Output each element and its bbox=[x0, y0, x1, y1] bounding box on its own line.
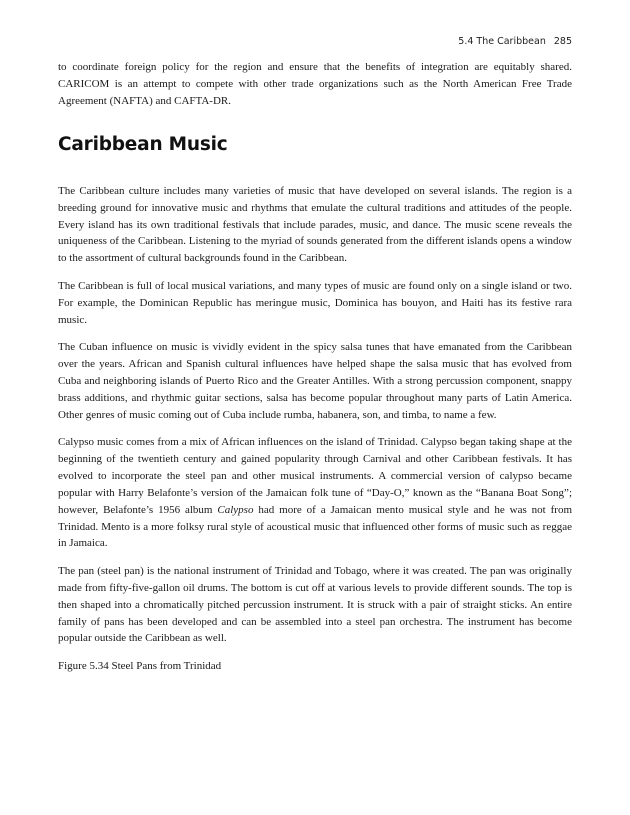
paragraph-culture: The Caribbean culture includes many varieties of music that have developed on several islands. The region is a breeding ground for innovative music and rhythms that emulate the cultural traditions and attitudes of the people. Every island has its own traditional festivals that include parades, music, and dance. The music scene reveals the uniqueness of the Caribbean. Listening to the myriad of sounds generated from the different islands opens a window to the assortment of cultural backgrounds found in the Caribbean. bbox=[58, 184, 572, 265]
album-title-calypso: Calypso bbox=[217, 503, 254, 516]
paragraph-cuban: The Cuban influence on music is vividly evident in the spicy salsa tunes that have emanated from the Caribbean over the years. African and Spanish cultural influences have helped shape the salsa music that has evolved from Cuba and neighboring islands of Puerto Rico and the Greater Antilles. With a strong percussion component, snappy brass additions, and rhythmic guitar sections, salsa has become popular throughout many parts of Latin America. Other genres of music coming out of Cuba include rumba, habanera, son, and timba, to name a few. bbox=[58, 340, 572, 421]
calypso-text-before: Calypso music comes from a mix of African influences on the island of Trinidad. Calypso began taking shape at the beginning of the twentieth century and gained popularity through Carnival and other Caribbean festivals. It has evolved to incorporate the steel pan and other musical instruments. A commercial version of calypso became popular with Harry Belafonte’s version of the Jamaican folk tune of “Day-O,” known as the “Banana Boat Song”; however, Belafonte’s 1956 album bbox=[58, 436, 572, 516]
calypso-text-after: had more of a Jamaican mento musical style and he was not from Trinidad. Mento is a more folksy rural style of acoustical music that influenced other forms of music such as reggae in Jamaica. bbox=[58, 503, 572, 550]
intro-paragraph: to coordinate foreign policy for the region and ensure that the benefits of integration are equitably shared. CARICOM is an attempt to compete with other trade organizations such as the North American Free Trade Agreement (NAFTA) and CAFTA-DR. bbox=[58, 61, 572, 107]
paragraph-variations: The Caribbean is full of local musical variations, and many types of music are found only on a single island or two. For example, the Dominican Republic has meringue music, Dominica has bouyon, and Haiti has its festive rara music. bbox=[58, 279, 572, 326]
page-content bbox=[58, 59, 572, 685]
paragraph-steel-pan: The pan (steel pan) is the national instrument of Trinidad and Tobago, where it was created. The pan was originally made from fifty-five-gallon oil drums. The bottom is cut off at various levels to provide different sounds. The top is then shaped into a chromatically pitched percussion instrument. It is struck with a pair of straight sticks. An entire family of pans has been developed and can be assembled into a steel pan orchestra. The instrument has become popular outside the Caribbean as well. bbox=[58, 564, 572, 645]
section-title: Caribbean Music bbox=[58, 133, 228, 155]
figure-caption: Figure 5.34 Steel Pans from Trinidad bbox=[58, 659, 222, 672]
paragraph-calypso bbox=[58, 434, 572, 552]
header-section-title: 5.4 The Caribbean bbox=[458, 36, 546, 47]
header-page-number: 285 bbox=[553, 36, 572, 47]
running-header bbox=[458, 36, 572, 47]
